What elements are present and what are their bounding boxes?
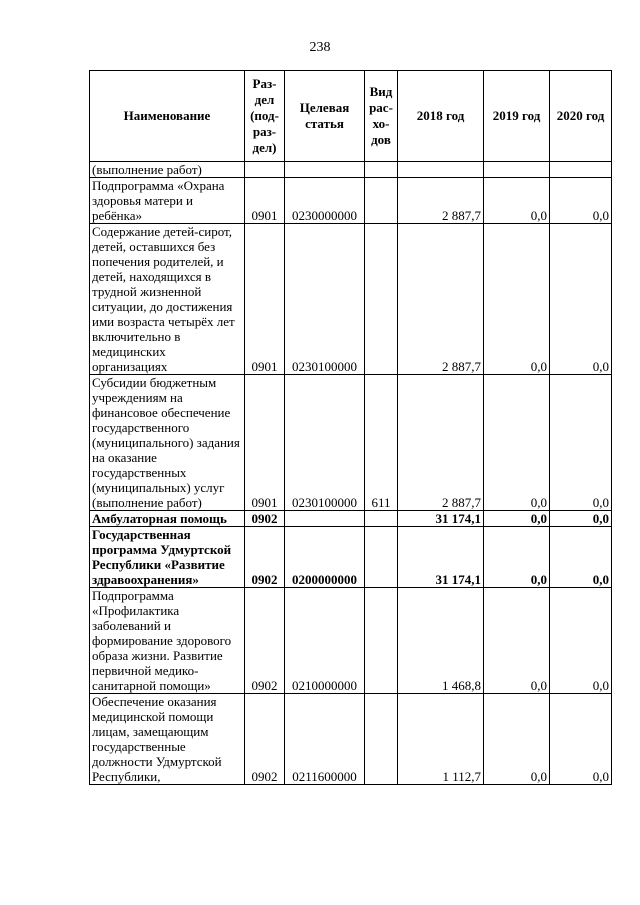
row-2020 (550, 162, 612, 178)
row-2019: 0,0 (484, 588, 550, 694)
row-2019: 0,0 (484, 527, 550, 588)
row-section: 0902 (245, 527, 285, 588)
table-row (90, 162, 612, 178)
row-expense-type: 611 (365, 375, 398, 511)
row-name: Подпрограмма «Профилактика заболеваний и формирование здорового образа жизни. Развитие первичной медико-санитарной помощи» (90, 588, 245, 694)
row-2018: 2 887,7 (398, 224, 484, 375)
row-name: Подпрограмма «Охрана здоровья матери и ребёнка» (90, 178, 245, 224)
row-name: Обеспечение оказания медицинской помощи лицам, замещающим государственные должности Удмуртской Республики, (90, 694, 245, 785)
row-2020: 0,0 (550, 375, 612, 511)
row-expense-type (365, 224, 398, 375)
row-section (245, 162, 285, 178)
header-2019: 2019 год (484, 71, 550, 162)
row-section: 0901 (245, 375, 285, 511)
table-row (90, 694, 612, 785)
table-row (90, 511, 612, 527)
row-name: Государственная программа Удмуртской Республики «Развитие здравоохранения» (90, 527, 245, 588)
row-section: 0901 (245, 178, 285, 224)
row-2018: 1 468,8 (398, 588, 484, 694)
table-row (90, 224, 612, 375)
row-expense-type (365, 178, 398, 224)
row-2019: 0,0 (484, 178, 550, 224)
row-name: Субсидии бюджетным учреждениям на финансовое обеспечение государственного (муниципального) задания на оказание государственных (муниципальных) услуг (выполнение работ) (90, 375, 245, 511)
row-expense-type (365, 588, 398, 694)
row-2018 (398, 162, 484, 178)
table-row (90, 527, 612, 588)
row-2020: 0,0 (550, 694, 612, 785)
row-article: 0230100000 (285, 375, 365, 511)
page-number: 238 (309, 40, 331, 55)
row-name: (выполнение работ) (90, 162, 245, 178)
row-expense-type (365, 527, 398, 588)
row-2018: 2 887,7 (398, 178, 484, 224)
row-expense-type (365, 511, 398, 527)
row-section: 0902 (245, 694, 285, 785)
table-row (90, 178, 612, 224)
row-2019: 0,0 (484, 375, 550, 511)
row-article: 0230100000 (285, 224, 365, 375)
row-2018: 2 887,7 (398, 375, 484, 511)
row-article: 0210000000 (285, 588, 365, 694)
table-row (90, 588, 612, 694)
row-2018: 1 112,7 (398, 694, 484, 785)
row-name: Амбулаторная помощь (90, 511, 245, 527)
row-2019: 0,0 (484, 511, 550, 527)
row-article (285, 511, 365, 527)
row-2019: 0,0 (484, 224, 550, 375)
header-row (90, 71, 612, 162)
row-2018: 31 174,1 (398, 527, 484, 588)
budget-table (89, 70, 612, 785)
header-name: Наименование (90, 71, 245, 162)
row-section: 0902 (245, 588, 285, 694)
row-expense-type (365, 162, 398, 178)
row-2019 (484, 162, 550, 178)
row-2020: 0,0 (550, 224, 612, 375)
header-article: Целевая статья (285, 71, 365, 162)
row-expense-type (365, 694, 398, 785)
row-2020: 0,0 (550, 588, 612, 694)
row-2018: 31 174,1 (398, 511, 484, 527)
row-section: 0901 (245, 224, 285, 375)
header-2020: 2020 год (550, 71, 612, 162)
row-article: 0200000000 (285, 527, 365, 588)
row-article (285, 162, 365, 178)
header-expense-type: Вид рас- хо- дов (365, 71, 398, 162)
row-article: 0230000000 (285, 178, 365, 224)
table-row (90, 375, 612, 511)
row-2019: 0,0 (484, 694, 550, 785)
row-2020: 0,0 (550, 511, 612, 527)
row-2020: 0,0 (550, 527, 612, 588)
row-section: 0902 (245, 511, 285, 527)
row-article: 0211600000 (285, 694, 365, 785)
row-name: Содержание детей-сирот, детей, оставшихся без попечения родителей, и детей, находящихся в трудной жизненной ситуации, до достижения ими возраста четырёх лет включительно в медицинских организациях (90, 224, 245, 375)
row-2020: 0,0 (550, 178, 612, 224)
header-2018: 2018 год (398, 71, 484, 162)
header-section: Раз- дел (под- раз- дел) (245, 71, 285, 162)
